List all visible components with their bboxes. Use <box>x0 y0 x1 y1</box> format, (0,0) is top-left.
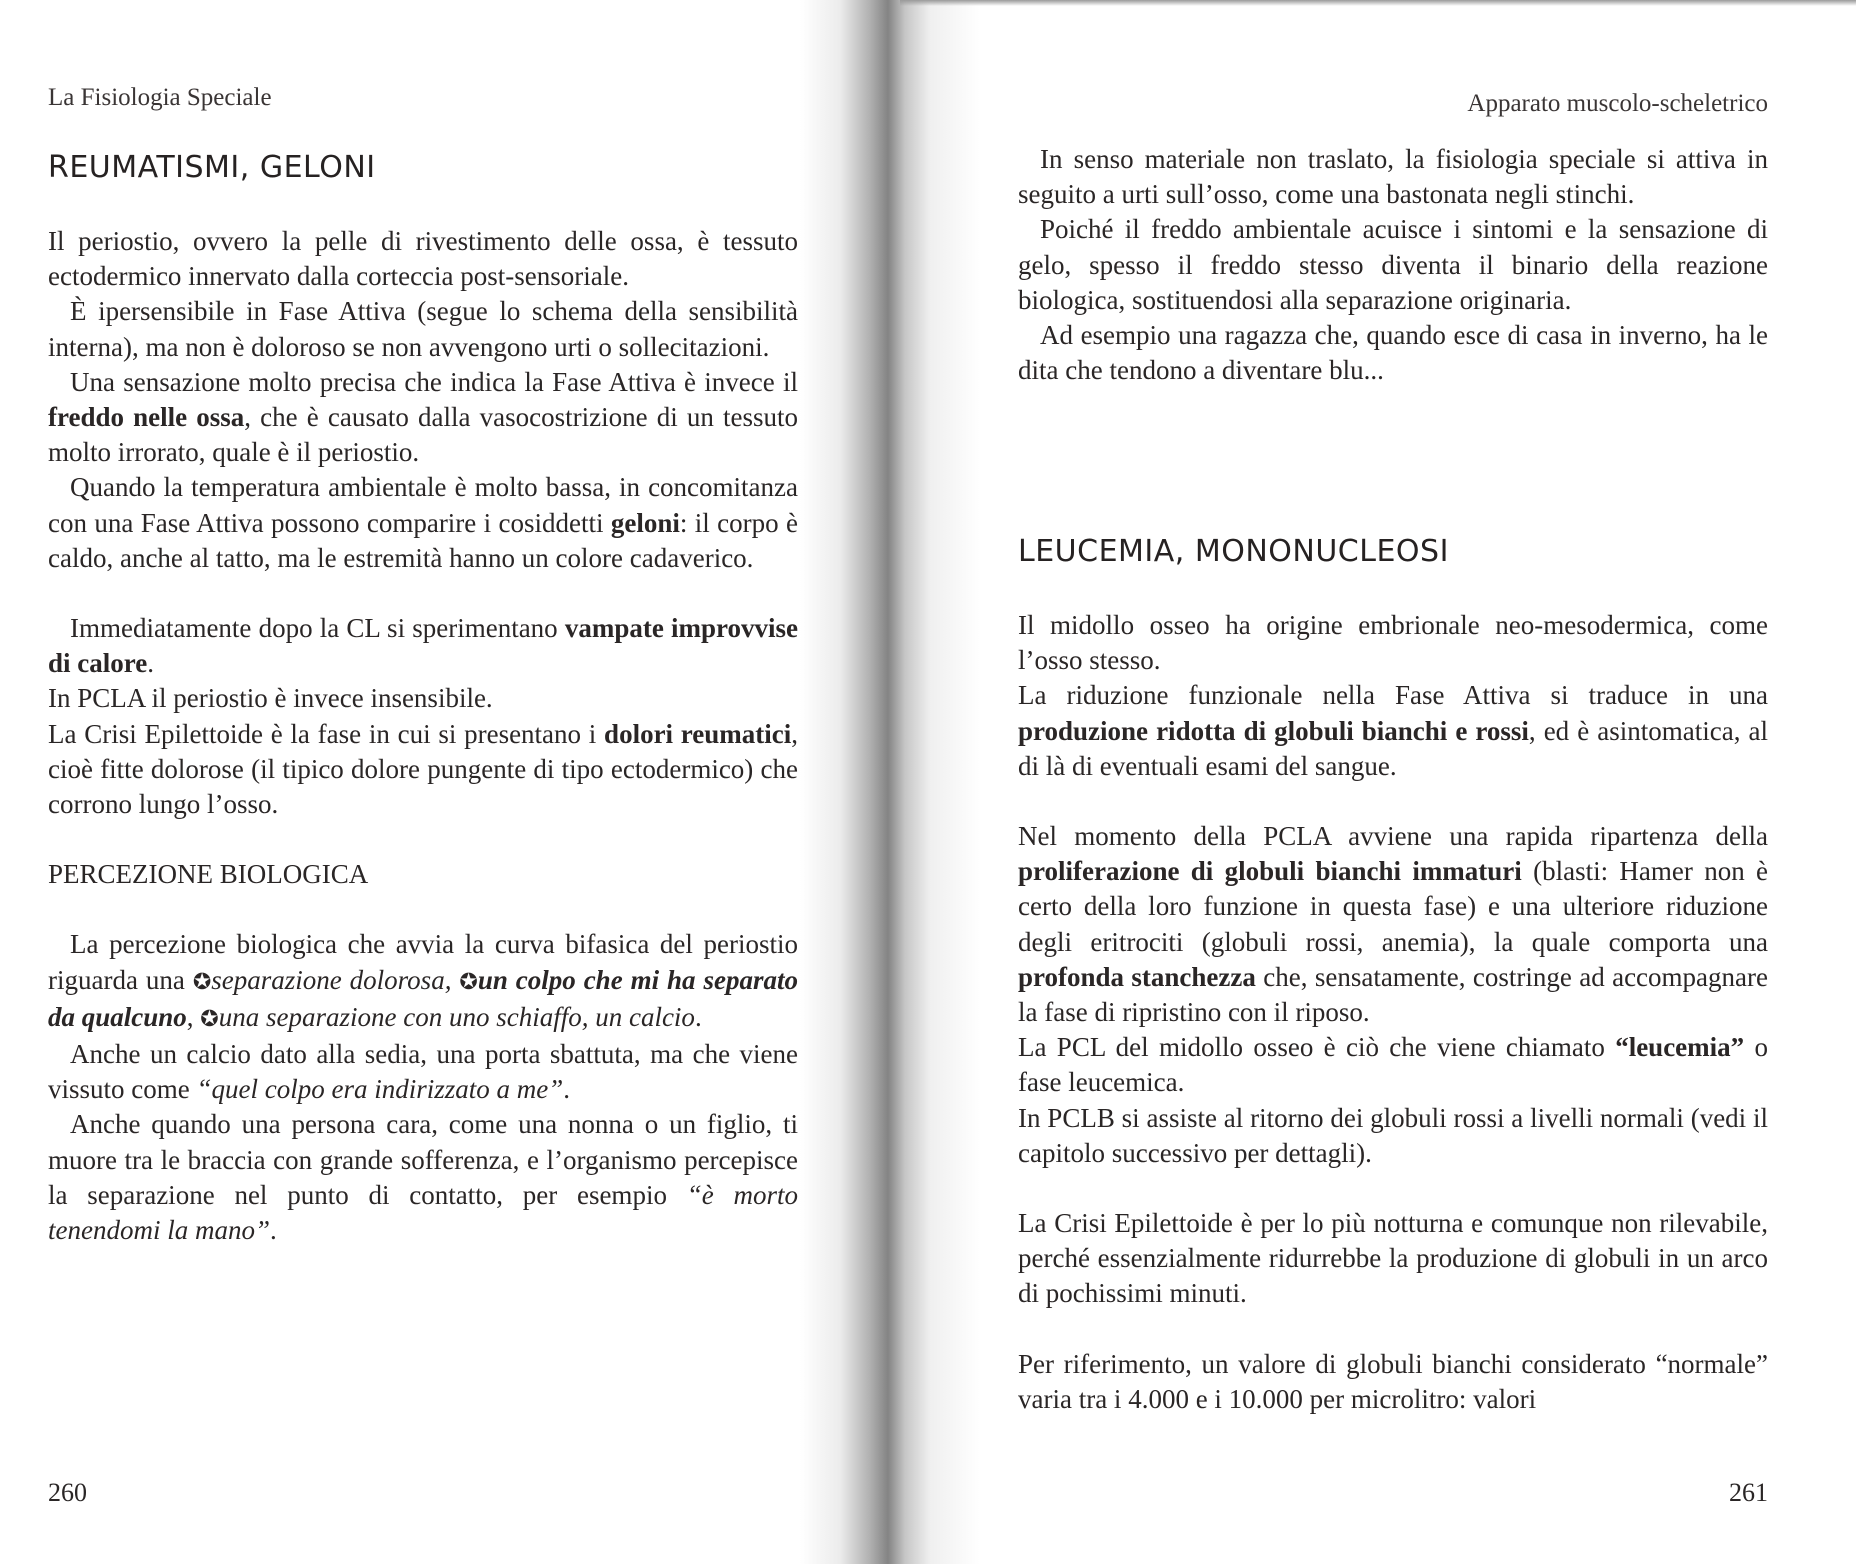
paragraph: In senso materiale non traslato, la fisiologia speciale si attiva in seguito a urti sull’osso, come una bastonata negli stinchi. <box>1018 144 1768 210</box>
bold-term: profonda stanchezza <box>1018 961 1256 992</box>
paragraph: La Crisi Epilettoide è la fase in cui si presentano i dolori reumatici, cioè fitte dolorose (il tipico dolore pungente di tipo ectodermico) che corrono lungo l’osso. <box>48 718 799 820</box>
left-page <box>48 0 798 1564</box>
paragraph: Una sensazione molto precisa che indica la Fase Attiva è invece il freddo nelle ossa, che è causato dalla vasocostrizione di un tessuto molto irrorato, quale è il periostio. <box>48 366 798 468</box>
bold-term: proliferazione di globuli bianchi immaturi <box>1018 856 1522 887</box>
bold-term: produzione ridotta di globuli bianchi e rossi <box>1018 715 1529 746</box>
paragraph: Immediatamente dopo la CL si sperimentano vampate improvvise di calore. <box>48 613 799 679</box>
page-body <box>1018 608 1768 1417</box>
section-title: REUMATISMI, GELONI <box>48 150 376 185</box>
page-number: 261 <box>1729 1478 1768 1507</box>
bold-term: geloni <box>610 507 680 538</box>
book-gutter-shadow <box>800 0 980 1564</box>
paragraph: Poiché il freddo ambientale acuisce i sintomi e la sensazione di gelo, spesso il freddo stesso diventa il binario della reazione biologica, sostituendosi alla separazione originaria. <box>1018 214 1768 315</box>
paragraph: In PCLB si assiste al ritorno dei globuli rossi a livelli normali (vedi il capitolo successivo per dettagli). <box>1018 1102 1768 1168</box>
bold-term: vampate improvvise di calore <box>48 613 799 679</box>
star-bullet-icon: ✪ <box>192 969 212 995</box>
paragraph: Anche quando una persona cara, come una nonna o un figlio, ti muore tra le braccia con grande sofferenza, e l’organismo percepisce la separazione nel punto di contatto, per esempio “è morto tenendomi la mano”. <box>48 1109 798 1246</box>
paragraph: La percezione biologica che avvia la curva bifasica del periostio riguarda una ✪separazione dolorosa, ✪un colpo che mi ha separato da qualcuno, ✪una separazione con uno schiaffo, un calcio. <box>48 929 798 1032</box>
page-body <box>48 224 798 1248</box>
page-number: 260 <box>48 1478 87 1507</box>
paragraph: Quando la temperatura ambientale è molto bassa, in concomitanza con una Fase Attiva possono comparire i cosiddetti geloni: il corpo è caldo, anche al tatto, ma le estremità hanno un colore cadaverico. <box>48 472 798 573</box>
paragraph: Nel momento della PCLA avviene una rapida ripartenza della proliferazione di globuli bianchi immaturi (blasti: Hamer non è certo della loro funzione in questa fase) e una ulteriore riduzione degli eritrociti (globuli rossi, anemia), la quale comporta una profonda stanchezza che, sensatamente, costringe ad accompagnare la fase di ripristino con il riposo. <box>1018 821 1768 1028</box>
running-head: Apparato muscolo-scheletrico <box>1467 90 1768 117</box>
page-body-top <box>1018 142 1768 388</box>
running-head: La Fisiologia Speciale <box>48 84 272 111</box>
paragraph: La riduzione funzionale nella Fase Attiva si traduce in una produzione ridotta di globuli bianchi e rossi, ed è asintomatica, al di là di eventuali esami del sangue. <box>1018 680 1768 781</box>
paragraph: Ad esempio una ragazza che, quando esce di casa in inverno, ha le dita che tendono a diventare blu... <box>1018 320 1768 386</box>
paragraph: La PCL del midollo osseo è ciò che viene chiamato “leucemia” o fase leucemica. <box>1018 1032 1768 1098</box>
bold-term: freddo nelle ossa <box>48 402 245 433</box>
right-page <box>1018 0 1768 1564</box>
italic-quote: “è morto tenendomi la mano” <box>48 1179 798 1246</box>
bold-term: dolori reumatici <box>604 718 792 749</box>
bold-italic-phrase: un colpo che mi ha separato da qualcuno <box>48 964 798 1032</box>
paragraph: In PCLA il periostio è invece insensibile. <box>48 683 493 714</box>
subheading: PERCEZIONE BIOLOGICA <box>48 859 369 890</box>
bold-term: “leucemia” <box>1615 1032 1745 1063</box>
paragraph: Anche un calcio dato alla sedia, una porta sbattuta, ma che viene vissuto come “quel colpo era indirizzato a me”. <box>48 1039 798 1105</box>
section-title: LEUCEMIA, MONONUCLEOSI <box>1018 534 1449 569</box>
italic-quote: “quel colpo era indirizzato a me” <box>196 1074 564 1105</box>
paragraph: È ipersensibile in Fase Attiva (segue lo schema della sensibilità interna), ma non è doloroso se non avvengono urti o sollecitazioni. <box>48 296 798 362</box>
paragraph: La Crisi Epilettoide è per lo più notturna e comunque non rilevabile, perché essenzialmente ridurrebbe la produzione di globuli in un arco di pochissimi minuti. <box>1018 1208 1768 1309</box>
star-bullet-icon: ✪ <box>459 969 478 995</box>
paragraph: Per riferimento, un valore di globuli bianchi considerato “normale” varia tra i 4.000 e i 10.000 per microlitro: valori <box>1018 1348 1768 1414</box>
paragraph: Il periostio, ovvero la pelle di rivestimento delle ossa, è tessuto ectodermico innervato dalla corteccia post-sensoriale. <box>48 226 798 292</box>
paragraph: Il midollo osseo ha origine embrionale neo-mesodermica, come l’osso stesso. <box>1018 610 1768 676</box>
star-bullet-icon: ✪ <box>200 1006 219 1032</box>
